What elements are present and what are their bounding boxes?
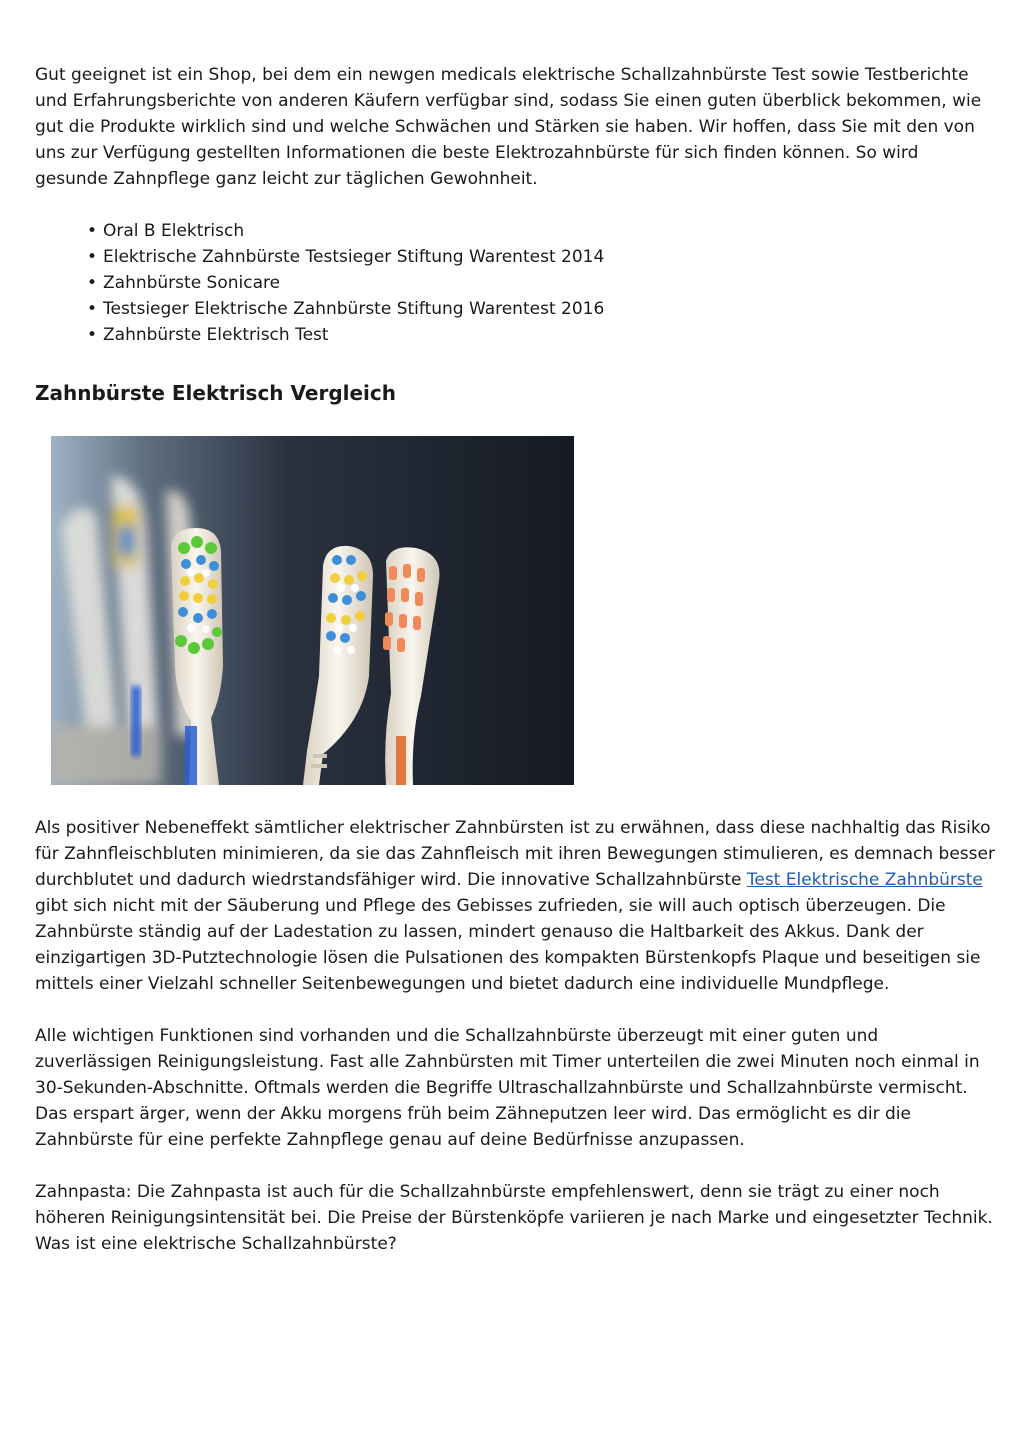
list-item: • Elektrische Zahnbürste Testsieger Stiftung Warentest 2014 [87, 244, 995, 270]
list-item: • Zahnbürste Sonicare [87, 270, 995, 296]
section-heading: Zahnbürste Elektrisch Vergleich [35, 381, 397, 405]
intro-paragraph: Gut geeignet ist ein Shop, bei dem ein newgen medicals elektrische Schallzahnbürste Test sowie Testberichte und Erfahrungsberichte von anderen Käufern verfügbar sind, sodass Sie einen guten überblick bekommen, wie gut die Produkte wirklich sind und welche Schwächen und Stärken sie haben. Wir hoffen, dass Sie mit den von uns zur Verfügung gestellten Informationen die beste Elektrozahnbürste für sich finden können. So wird gesunde Zahnpflege ganz leicht zur täglichen Gewohnheit. [35, 65, 982, 189]
paragraph-toothpaste: Zahnpasta: Die Zahnpasta ist auch für die Schallzahnbürste empfehlenswert, denn sie trägt zu einer noch höheren Reinigungsintensität bei. Die Preise der Bürstenköpfe variieren je nach Marke und eingesetzter Technik. Was ist eine elektrische Schallzahnbürste? [35, 1182, 993, 1254]
list-item: • Oral B Elektrisch [87, 218, 995, 244]
paragraph-benefits-text-1: Als positiver Nebeneffekt sämtlicher elektrischer Zahnbürsten ist zu erwähnen, dass diese nachhaltig das Risiko für Zahnfleischbluten minimieren, da sie das Zahnfleisch mit ihren Bewegungen stimulieren, es demnach besser durchblutet und dadurch wiedrstandsfähiger wird. Die innovative Schallzahnbürste [35, 818, 995, 890]
test-elektrische-zahnbuerste-link[interactable]: Test Elektrische Zahnbürste [746, 870, 983, 890]
document-page [35, 62, 995, 1257]
paragraph-functions: Alle wichtigen Funktionen sind vorhanden und die Schallzahnbürste überzeugt mit einer guten und zuverlässigen Reinigungsleistung. Fast alle Zahnbürsten mit Timer unterteilen die zwei Minuten noch einmal in 30-Sekunden-Abschnitte. Oftmals werden die Begriffe Ultraschallzahnbürste und Schallzahnbürste vermischt. Das erspart ärger, wenn der Akku morgens früh beim Zähneputzen leer wird. Das ermöglicht es dir die Zahnbürste für eine perfekte Zahnpflege genau auf deine Bedürfnisse anzupassen. [35, 1026, 980, 1150]
toothbrushes-photo [51, 436, 574, 785]
list-item: • Testsieger Elektrische Zahnbürste Stiftung Warentest 2016 [87, 296, 995, 322]
paragraph-benefits-text-2: gibt sich nicht mit der Säuberung und Pflege des Gebisses zufrieden, sie will auch optisch überzeugen. Die Zahnbürste ständig auf der Ladestation zu lassen, mindert genauso die Haltbarkeit des Akkus. Dank der einzigartigen 3D-Putztechnologie lösen die Pulsationen des kompakten Bürstenkopfs Plaque und beseitigen sie mittels einer Vielzahl schneller Seitenbewegungen und bietet dadurch eine individuelle Mundpflege. [35, 896, 981, 994]
paragraph-benefits [35, 815, 995, 997]
keyword-list [35, 218, 995, 348]
list-item: • Zahnbürste Elektrisch Test [87, 322, 995, 348]
